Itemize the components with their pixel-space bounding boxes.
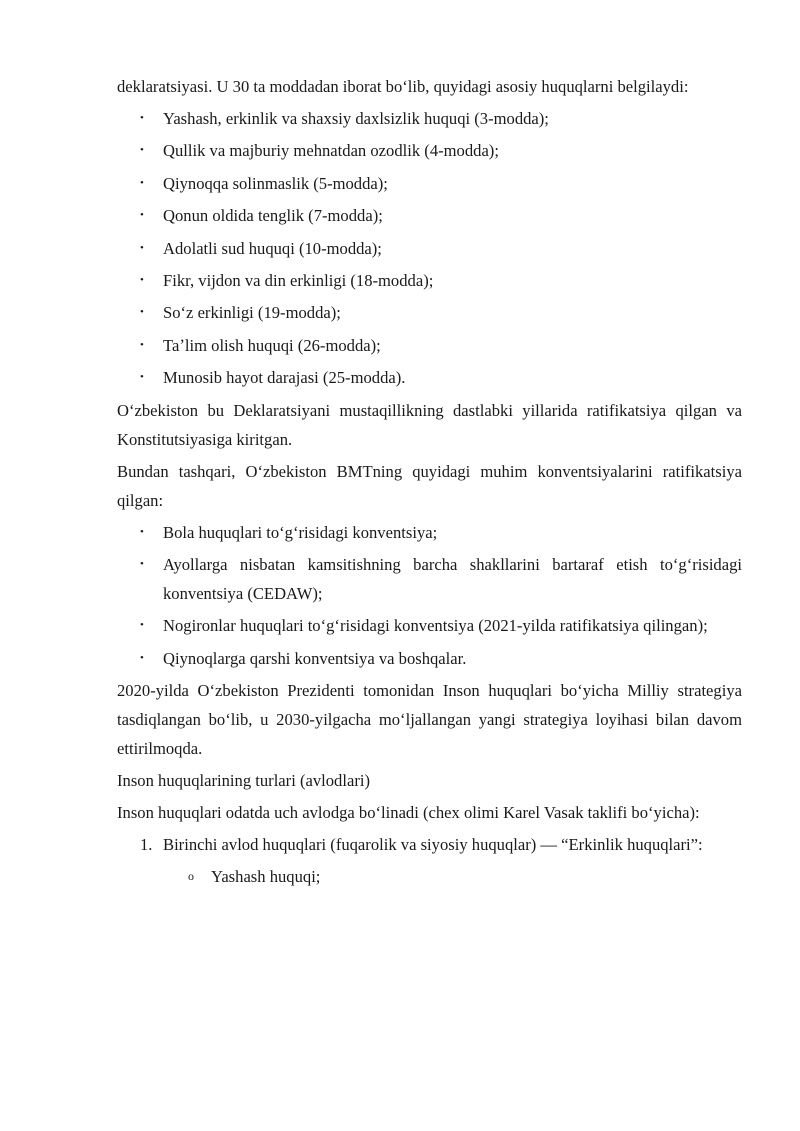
bullet-icon: •	[140, 557, 144, 570]
list-item: • Qullik va majburiy mehnatdan ozodlik (4-modda);	[117, 136, 742, 165]
list-item: • Nogironlar huquqlari toʻgʻrisidagi konventsiya (2021-yilda ratifikatsiya qilingan);	[117, 611, 742, 640]
list-item: o Yashash huquqi;	[117, 862, 742, 891]
list-item: • Qiynoqqa solinmaslik (5-modda);	[117, 169, 742, 198]
generations-list	[117, 830, 742, 859]
bullet-icon: •	[140, 209, 144, 222]
list-item: • Fikr, vijdon va din erkinligi (18-modda);	[117, 266, 742, 295]
bullet-icon: •	[140, 306, 144, 319]
list-item: • Qiynoqlarga qarshi konventsiya va boshqalar.	[117, 644, 742, 673]
conventions-intro-paragraph: Bundan tashqari, Oʻzbekiston BMTning quyidagi muhim konventsiyalarini ratifikatsiya qilgan:	[117, 461, 742, 510]
document-page	[117, 72, 742, 891]
bullet-icon: •	[140, 112, 144, 124]
sub-list	[117, 862, 742, 891]
list-item: • Qonun oldida tenglik (7-modda);	[117, 201, 742, 230]
list-item: 1. Birinchi avlod huquqlari (fuqarolik va siyosiy huquqlar) — “Erkinlik huquqlari”:	[117, 830, 742, 859]
strategy-paragraph: 2020-yilda Oʻzbekiston Prezidenti tomonidan Inson huquqlari boʻyicha Milliy strategiya tasdiqlangan boʻlib, u 2030-yilgacha moʻljallangan yangi strategiya loyihasi bilan davom ettirilmoqda.	[117, 681, 742, 759]
list-item: • Adolatli sud huquqi (10-modda);	[117, 234, 742, 263]
bullet-icon: •	[140, 338, 144, 351]
list-item: • Soʻz erkinligi (19-modda);	[117, 298, 742, 327]
list-item: • Bola huquqlari toʻgʻrisidagi konventsiya;	[117, 518, 742, 547]
list-item: • Ayollarga nisbatan kamsitishning barcha shakllarini bartaraf etish toʻgʻrisidagi konventsiya (CEDAW);	[117, 550, 742, 608]
list-item: • Yashash, erkinlik va shaxsiy daxlsizlik huquqi (3-modda);	[117, 104, 742, 133]
bullet-icon: •	[140, 273, 144, 286]
bullet-icon: •	[140, 176, 144, 189]
bullet-icon: •	[140, 371, 144, 384]
bullet-icon: •	[140, 241, 144, 254]
circle-bullet-icon: o	[188, 869, 194, 884]
list-number: 1.	[140, 835, 153, 855]
intro-paragraph: deklaratsiyasi. U 30 ta moddadan iborat boʻlib, quyidagi asosiy huquqlarni belgilaydi:	[117, 77, 689, 96]
section-heading: Inson huquqlarining turlari (avlodlari)	[117, 771, 370, 791]
rights-list	[117, 104, 742, 392]
conventions-list	[117, 518, 742, 673]
list-item: • Taʼlim olish huquqi (26-modda);	[117, 331, 742, 360]
bullet-icon: •	[140, 651, 144, 664]
bullet-icon: •	[140, 525, 144, 538]
generations-paragraph: Inson huquqlari odatda uch avlodga boʻlinadi (chex olimi Karel Vasak taklifi boʻyicha):	[117, 803, 700, 823]
bullet-icon: •	[140, 619, 144, 632]
ratify-paragraph: Oʻzbekiston bu Deklaratsiyani mustaqillikning dastlabki yillarida ratifikatsiya qilgan va Konstitutsiyasiga kiritgan.	[117, 400, 742, 449]
bullet-icon: •	[140, 144, 144, 157]
list-item: • Munosib hayot darajasi (25-modda).	[117, 363, 742, 392]
